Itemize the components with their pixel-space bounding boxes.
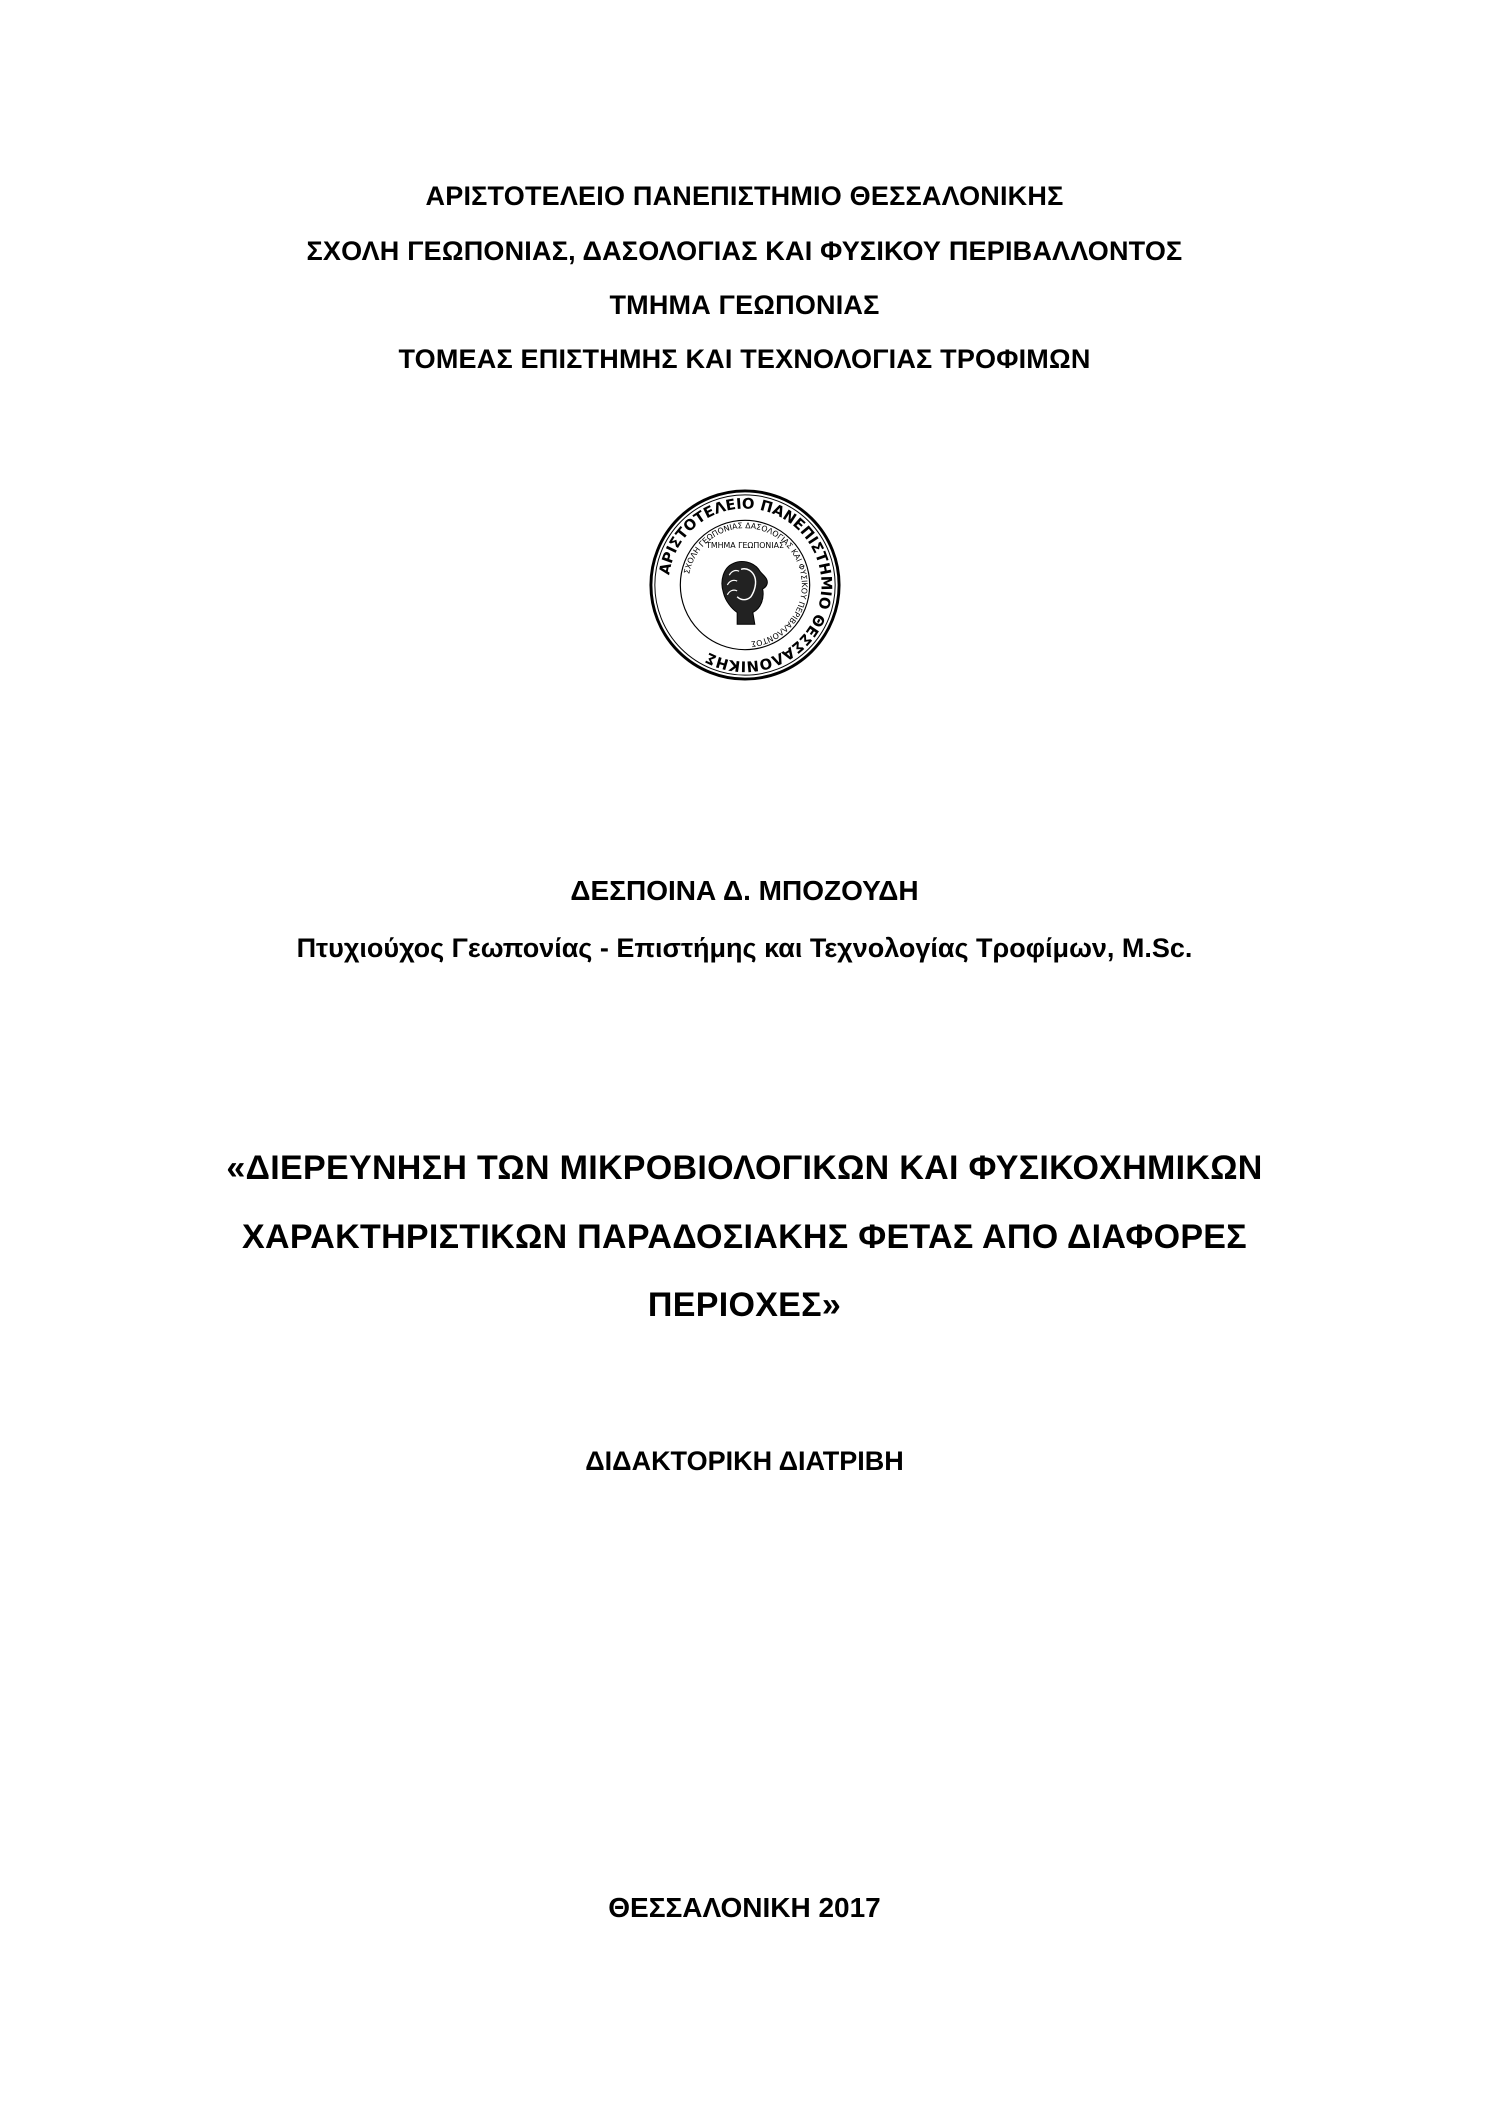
seal-inner-text: ΣΧΟΛΗ ΓΕΩΠΟΝΙΑΣ ΔΑΣΟΛΟΓΙΑΣ ΚΑΙ ΦΥΣΙΚΟΥ ΠΕΡΙΒΑΛΛΟΝΤΟΣ xyxy=(682,521,809,649)
thesis-title-line-3: ΠΕΡΙΟΧΕΣ» xyxy=(647,1286,842,1324)
seal-center-text: ΤΜΗΜΑ ΓΕΩΠΟΝΙΑΣ xyxy=(706,540,784,550)
place-year: ΘΕΣΣΑΛΟΝΙΚΗ 2017 xyxy=(608,1892,881,1923)
thesis-title-line-1: «ΔΙΕΡΕΥΝΗΣΗ ΤΩΝ ΜΙΚΡΟΒΙΟΛΟΓΙΚΩΝ ΚΑΙ ΦΥΣΙΚΟΧΗΜΙΚΩΝ xyxy=(226,1149,1263,1187)
document-type: ΔΙΔΑΚΤΟΡΙΚΗ ΔΙΑΤΡΙΒΗ xyxy=(585,1446,904,1476)
department-name: ΤΜΗΜΑ ΓΕΩΠΟΝΙΑΣ xyxy=(609,290,880,320)
author-name: ΔΕΣΠΟΙΝΑ Δ. ΜΠΟΖΟΥΔΗ xyxy=(570,875,919,906)
university-name: ΑΡΙΣΤΟΤΕΛΕΙΟ ΠΑΝΕΠΙΣΤΗΜΙΟ ΘΕΣΣΑΛΟΝΙΚΗΣ xyxy=(425,181,1064,211)
thesis-title-line-2: ΧΑΡΑΚΤΗΡΙΣΤΙΚΩΝ ΠΑΡΑΔΟΣΙΑΚΗΣ ΦΕΤΑΣ ΑΠΟ ΔΙΑΦΟΡΕΣ xyxy=(242,1218,1247,1256)
seal-outer-text: ΑΡΙΣΤΟΤΕΛΕΙΟ ΠΑΝΕΠΙΣΤΗΜΙΟ ΘΕΣΣΑΛΟΝΙΚΗΣ xyxy=(656,495,835,675)
university-seal-icon xyxy=(647,487,843,683)
author-degree: Πτυχιούχος Γεωπονίας - Επιστήμης και Τεχνολογίας Τροφίμων, M.Sc. xyxy=(296,933,1193,963)
school-name: ΣΧΟΛΗ ΓΕΩΠΟΝΙΑΣ, ΔΑΣΟΛΟΓΙΑΣ ΚΑΙ ΦΥΣΙΚΟΥ ΠΕΡΙΒΑΛΛΟΝΤΟΣ xyxy=(306,236,1183,266)
division-name: ΤΟΜΕΑΣ ΕΠΙΣΤΗΜΗΣ ΚΑΙ ΤΕΧΝΟΛΟΓΙΑΣ ΤΡΟΦΙΜΩΝ xyxy=(398,344,1091,374)
